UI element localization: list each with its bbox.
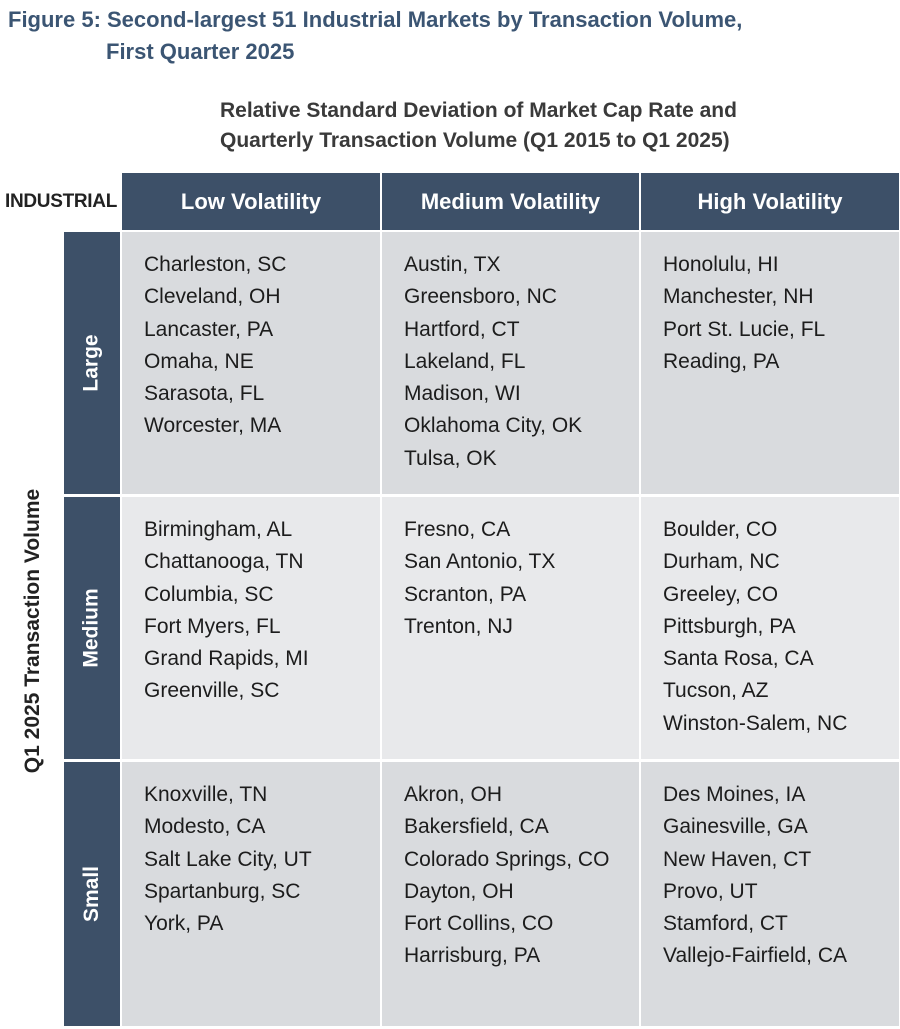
cell-large-high bbox=[641, 232, 899, 494]
column-header-high-volatility: High Volatility bbox=[641, 173, 899, 230]
row-header-medium bbox=[64, 497, 120, 759]
corner-label: INDUSTRIAL bbox=[4, 190, 118, 212]
market-name: Colorado Springs, CO bbox=[404, 847, 610, 871]
market-name: Greensboro, NC bbox=[404, 285, 557, 309]
market-name: Fresno, CA bbox=[404, 518, 511, 541]
market-name: Harrisburg, PA bbox=[404, 944, 541, 968]
market-name: Port St. Lucie, FL bbox=[663, 317, 826, 341]
market-name: Vallejo-Fairfield, CA bbox=[663, 944, 848, 968]
market-name: New Haven, CT bbox=[663, 847, 812, 871]
market-name: Akron, OH bbox=[404, 783, 503, 806]
market-name: Salt Lake City, UT bbox=[144, 847, 312, 871]
market-name: Boulder, CO bbox=[663, 518, 778, 541]
figure-title-line2: First Quarter 2025 bbox=[106, 39, 295, 64]
cell-large-medium bbox=[382, 232, 639, 494]
market-name: Lakeland, FL bbox=[404, 349, 526, 373]
market-name: Knoxville, TN bbox=[144, 783, 268, 806]
market-name: Columbia, SC bbox=[144, 582, 274, 606]
market-name: Hartford, CT bbox=[404, 317, 520, 341]
market-name: Charleston, SC bbox=[144, 253, 287, 276]
market-name: Spartanburg, SC bbox=[144, 879, 301, 903]
cell-medium-medium bbox=[382, 497, 639, 759]
figure-title bbox=[8, 4, 888, 68]
market-name: Manchester, NH bbox=[663, 285, 814, 309]
market-name: Chattanooga, TN bbox=[144, 550, 304, 574]
market-name: Winston-Salem, NC bbox=[663, 711, 848, 735]
market-name: Reading, PA bbox=[663, 349, 780, 373]
market-name: Provo, UT bbox=[663, 879, 758, 903]
row-header-medium-label: Medium bbox=[80, 588, 103, 668]
market-name: Greeley, CO bbox=[663, 582, 779, 606]
market-name: Omaha, NE bbox=[144, 349, 254, 373]
cell-small-high bbox=[641, 762, 899, 1026]
market-name: Fort Collins, CO bbox=[404, 912, 554, 936]
market-name: Birmingham, AL bbox=[144, 518, 293, 541]
market-name: Fort Myers, FL bbox=[144, 614, 281, 638]
market-name: Des Moines, IA bbox=[663, 783, 806, 806]
row-header-large-label: Large bbox=[80, 334, 103, 392]
cell-medium-high bbox=[641, 497, 899, 759]
market-name: Cleveland, OH bbox=[144, 285, 281, 309]
figure-title-line1: Figure 5: Second-largest 51 Industrial Markets by Transaction Volume, bbox=[8, 7, 743, 32]
market-name: Tucson, AZ bbox=[663, 679, 769, 703]
market-name: Worcester, MA bbox=[144, 414, 282, 438]
market-name: York, PA bbox=[144, 912, 224, 936]
column-header-medium-volatility: Medium Volatility bbox=[382, 173, 639, 230]
column-header-low-volatility: Low Volatility bbox=[122, 173, 380, 230]
market-name: Grand Rapids, MI bbox=[144, 647, 309, 671]
cell-small-medium bbox=[382, 762, 639, 1026]
row-header-large bbox=[64, 232, 120, 494]
market-name: Madison, WI bbox=[404, 382, 521, 406]
row-header-small bbox=[64, 762, 120, 1026]
market-name: San Antonio, TX bbox=[404, 550, 556, 574]
market-name: Stamford, CT bbox=[663, 912, 788, 936]
market-name: Gainesville, GA bbox=[663, 815, 808, 839]
market-name: Dayton, OH bbox=[404, 879, 514, 903]
cell-medium-low bbox=[122, 497, 380, 759]
market-name: Tulsa, OK bbox=[404, 446, 497, 470]
market-name: Scranton, PA bbox=[404, 582, 527, 606]
market-name: Honolulu, HI bbox=[663, 253, 779, 276]
table-subtitle bbox=[220, 96, 860, 156]
subtitle-line2: Quarterly Transaction Volume (Q1 2015 to Q1 2025) bbox=[220, 129, 730, 152]
market-name: Trenton, NJ bbox=[404, 614, 513, 638]
market-name: Austin, TX bbox=[404, 253, 501, 276]
market-name: Pittsburgh, PA bbox=[663, 614, 796, 638]
market-name: Sarasota, FL bbox=[144, 382, 265, 406]
cell-small-low bbox=[122, 762, 380, 1026]
y-axis-label: Q1 2025 Transaction Volume bbox=[21, 488, 44, 774]
market-name: Bakersfield, CA bbox=[404, 815, 549, 839]
market-name: Durham, NC bbox=[663, 550, 780, 574]
market-name: Greenville, SC bbox=[144, 679, 280, 703]
market-name: Lancaster, PA bbox=[144, 317, 274, 341]
cell-large-low bbox=[122, 232, 380, 494]
market-name: Modesto, CA bbox=[144, 815, 266, 839]
row-header-small-label: Small bbox=[80, 865, 103, 923]
market-name: Santa Rosa, CA bbox=[663, 647, 814, 671]
subtitle-line1: Relative Standard Deviation of Market Cap Rate and bbox=[220, 99, 737, 122]
market-name: Oklahoma City, OK bbox=[404, 414, 583, 438]
